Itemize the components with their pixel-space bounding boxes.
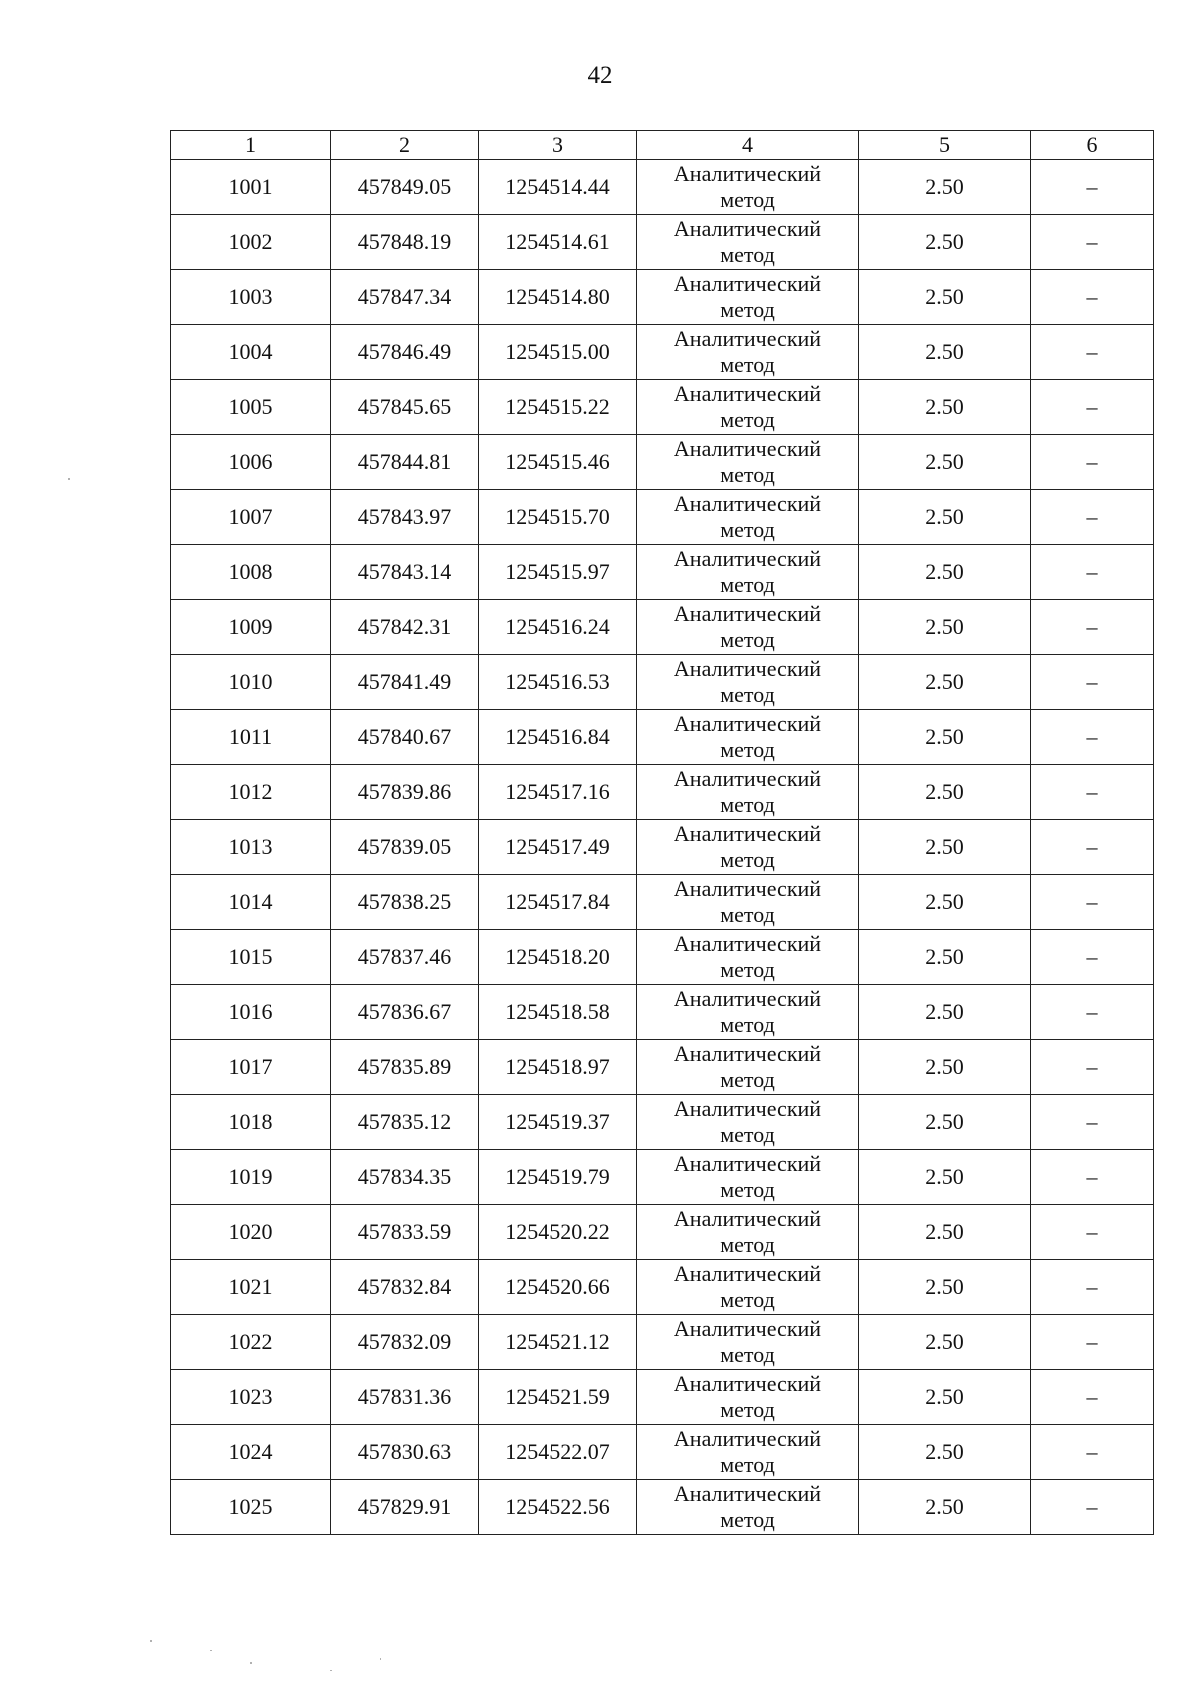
point-number-cell: 1017 [171, 1040, 331, 1095]
error-cell: 2.50 [859, 1370, 1031, 1425]
error-cell: 2.50 [859, 1315, 1031, 1370]
table-row [171, 1205, 1154, 1260]
point-number-cell: 1007 [171, 490, 331, 545]
note-cell: – [1031, 270, 1154, 325]
point-number-cell: 1003 [171, 270, 331, 325]
method-cell [637, 215, 859, 270]
method-line-2: метод [720, 1287, 775, 1312]
method-line-2: метод [720, 1232, 775, 1257]
x-coordinate-cell: 457833.59 [331, 1205, 479, 1260]
method-cell [637, 1480, 859, 1535]
method-line-1: Аналитический [673, 931, 822, 956]
table-row [171, 435, 1154, 490]
error-cell: 2.50 [859, 600, 1031, 655]
x-coordinate-cell: 457846.49 [331, 325, 479, 380]
note-cell: – [1031, 160, 1154, 215]
method-line-2: метод [720, 1342, 775, 1367]
point-number-cell: 1015 [171, 930, 331, 985]
table-row [171, 765, 1154, 820]
method-line-1: Аналитический [673, 1206, 822, 1231]
method-line-2: метод [720, 242, 775, 267]
error-cell: 2.50 [859, 710, 1031, 765]
note-cell: – [1031, 1150, 1154, 1205]
method-cell [637, 1150, 859, 1205]
point-number-cell: 1021 [171, 1260, 331, 1315]
x-coordinate-cell: 457831.36 [331, 1370, 479, 1425]
note-cell: – [1031, 1480, 1154, 1535]
x-coordinate-cell: 457837.46 [331, 930, 479, 985]
method-cell [637, 710, 859, 765]
table-row [171, 1150, 1154, 1205]
table-row [171, 270, 1154, 325]
note-cell: – [1031, 1315, 1154, 1370]
table-row [171, 1095, 1154, 1150]
point-number-cell: 1023 [171, 1370, 331, 1425]
scan-speck [250, 1662, 252, 1664]
note-cell: – [1031, 710, 1154, 765]
y-coordinate-cell: 1254514.44 [479, 160, 637, 215]
table-header-row [171, 131, 1154, 160]
method-line-2: метод [720, 517, 775, 542]
y-coordinate-cell: 1254515.22 [479, 380, 637, 435]
method-line-2: метод [720, 1012, 775, 1037]
note-cell: – [1031, 1370, 1154, 1425]
method-cell [637, 600, 859, 655]
method-cell [637, 545, 859, 600]
table-row [171, 215, 1154, 270]
point-number-cell: 1025 [171, 1480, 331, 1535]
note-cell: – [1031, 1095, 1154, 1150]
note-cell: – [1031, 435, 1154, 490]
note-cell: – [1031, 380, 1154, 435]
point-number-cell: 1013 [171, 820, 331, 875]
method-line-1: Аналитический [673, 1041, 822, 1066]
y-coordinate-cell: 1254515.00 [479, 325, 637, 380]
y-coordinate-cell: 1254516.53 [479, 655, 637, 710]
method-line-1: Аналитический [673, 766, 822, 791]
point-number-cell: 1012 [171, 765, 331, 820]
x-coordinate-cell: 457841.49 [331, 655, 479, 710]
y-coordinate-cell: 1254522.56 [479, 1480, 637, 1535]
method-cell [637, 1315, 859, 1370]
table-row [171, 490, 1154, 545]
y-coordinate-cell: 1254515.46 [479, 435, 637, 490]
note-cell: – [1031, 655, 1154, 710]
method-line-2: метод [720, 1122, 775, 1147]
error-cell: 2.50 [859, 435, 1031, 490]
error-cell: 2.50 [859, 820, 1031, 875]
table-row [171, 875, 1154, 930]
x-coordinate-cell: 457832.09 [331, 1315, 479, 1370]
method-line-2: метод [720, 737, 775, 762]
y-coordinate-cell: 1254518.58 [479, 985, 637, 1040]
table-row [171, 1370, 1154, 1425]
note-cell: – [1031, 985, 1154, 1040]
y-coordinate-cell: 1254515.97 [479, 545, 637, 600]
error-cell: 2.50 [859, 985, 1031, 1040]
method-cell [637, 1370, 859, 1425]
method-line-1: Аналитический [673, 326, 822, 351]
point-number-cell: 1016 [171, 985, 331, 1040]
method-line-2: метод [720, 1177, 775, 1202]
method-cell [637, 380, 859, 435]
method-line-1: Аналитический [673, 656, 822, 681]
point-number-cell: 1019 [171, 1150, 331, 1205]
method-line-2: метод [720, 352, 775, 377]
table-row [171, 985, 1154, 1040]
method-line-1: Аналитический [673, 711, 822, 736]
method-line-1: Аналитический [673, 1151, 822, 1176]
y-coordinate-cell: 1254520.22 [479, 1205, 637, 1260]
method-line-2: метод [720, 1067, 775, 1092]
y-coordinate-cell: 1254520.66 [479, 1260, 637, 1315]
table-row [171, 325, 1154, 380]
x-coordinate-cell: 457839.86 [331, 765, 479, 820]
y-coordinate-cell: 1254514.61 [479, 215, 637, 270]
method-cell [637, 1205, 859, 1260]
error-cell: 2.50 [859, 655, 1031, 710]
note-cell: – [1031, 1205, 1154, 1260]
table-row [171, 710, 1154, 765]
method-line-2: метод [720, 1397, 775, 1422]
x-coordinate-cell: 457830.63 [331, 1425, 479, 1480]
y-coordinate-cell: 1254518.20 [479, 930, 637, 985]
method-line-1: Аналитический [673, 1426, 822, 1451]
method-cell [637, 820, 859, 875]
point-number-cell: 1011 [171, 710, 331, 765]
note-cell: – [1031, 215, 1154, 270]
method-line-1: Аналитический [673, 546, 822, 571]
scan-speck [150, 1640, 152, 1642]
x-coordinate-cell: 457829.91 [331, 1480, 479, 1535]
x-coordinate-cell: 457832.84 [331, 1260, 479, 1315]
note-cell: – [1031, 545, 1154, 600]
method-cell [637, 490, 859, 545]
point-number-cell: 1005 [171, 380, 331, 435]
point-number-cell: 1006 [171, 435, 331, 490]
y-coordinate-cell: 1254517.84 [479, 875, 637, 930]
table-row [171, 820, 1154, 875]
scan-speck [380, 1658, 381, 1660]
x-coordinate-cell: 457845.65 [331, 380, 479, 435]
error-cell: 2.50 [859, 1205, 1031, 1260]
x-coordinate-cell: 457838.25 [331, 875, 479, 930]
method-cell [637, 985, 859, 1040]
method-cell [637, 1040, 859, 1095]
column-header-5: 5 [859, 131, 1031, 160]
method-line-2: метод [720, 847, 775, 872]
table-row [171, 1425, 1154, 1480]
method-line-2: метод [720, 902, 775, 927]
table-row [171, 380, 1154, 435]
y-coordinate-cell: 1254518.97 [479, 1040, 637, 1095]
table-row [171, 600, 1154, 655]
coordinates-table [170, 130, 1154, 1535]
method-line-2: метод [720, 1452, 775, 1477]
method-cell [637, 765, 859, 820]
x-coordinate-cell: 457844.81 [331, 435, 479, 490]
table-row [171, 1260, 1154, 1315]
column-header-2: 2 [331, 131, 479, 160]
note-cell: – [1031, 1425, 1154, 1480]
table-row [171, 160, 1154, 215]
y-coordinate-cell: 1254519.79 [479, 1150, 637, 1205]
error-cell: 2.50 [859, 1260, 1031, 1315]
method-cell [637, 1425, 859, 1480]
method-cell [637, 270, 859, 325]
column-header-1: 1 [171, 131, 331, 160]
error-cell: 2.50 [859, 1095, 1031, 1150]
method-line-1: Аналитический [673, 986, 822, 1011]
x-coordinate-cell: 457839.05 [331, 820, 479, 875]
error-cell: 2.50 [859, 490, 1031, 545]
y-coordinate-cell: 1254521.59 [479, 1370, 637, 1425]
method-cell [637, 325, 859, 380]
method-cell [637, 1260, 859, 1315]
method-cell [637, 655, 859, 710]
x-coordinate-cell: 457840.67 [331, 710, 479, 765]
error-cell: 2.50 [859, 545, 1031, 600]
y-coordinate-cell: 1254516.24 [479, 600, 637, 655]
method-line-2: метод [720, 627, 775, 652]
error-cell: 2.50 [859, 160, 1031, 215]
note-cell: – [1031, 820, 1154, 875]
page-number: 42 [587, 62, 613, 89]
note-cell: – [1031, 490, 1154, 545]
method-line-2: метод [720, 792, 775, 817]
method-line-1: Аналитический [673, 1096, 822, 1121]
point-number-cell: 1010 [171, 655, 331, 710]
error-cell: 2.50 [859, 1150, 1031, 1205]
method-line-1: Аналитический [673, 216, 822, 241]
note-cell: – [1031, 325, 1154, 380]
point-number-cell: 1022 [171, 1315, 331, 1370]
table-row [171, 545, 1154, 600]
y-coordinate-cell: 1254517.16 [479, 765, 637, 820]
x-coordinate-cell: 457842.31 [331, 600, 479, 655]
method-line-1: Аналитический [673, 1261, 822, 1286]
error-cell: 2.50 [859, 380, 1031, 435]
y-coordinate-cell: 1254514.80 [479, 270, 637, 325]
x-coordinate-cell: 457834.35 [331, 1150, 479, 1205]
error-cell: 2.50 [859, 1040, 1031, 1095]
note-cell: – [1031, 1260, 1154, 1315]
method-line-1: Аналитический [673, 381, 822, 406]
y-coordinate-cell: 1254516.84 [479, 710, 637, 765]
scan-speck [330, 1670, 332, 1671]
y-coordinate-cell: 1254519.37 [479, 1095, 637, 1150]
error-cell: 2.50 [859, 875, 1031, 930]
table-row [171, 655, 1154, 710]
error-cell: 2.50 [859, 1425, 1031, 1480]
method-cell [637, 160, 859, 215]
error-cell: 2.50 [859, 765, 1031, 820]
point-number-cell: 1002 [171, 215, 331, 270]
column-header-3: 3 [479, 131, 637, 160]
table-row [171, 1480, 1154, 1535]
scan-speck [68, 478, 70, 480]
method-line-1: Аналитический [673, 1316, 822, 1341]
note-cell: – [1031, 600, 1154, 655]
method-line-1: Аналитический [673, 1371, 822, 1396]
method-line-1: Аналитический [673, 1481, 822, 1506]
method-line-2: метод [720, 572, 775, 597]
error-cell: 2.50 [859, 215, 1031, 270]
error-cell: 2.50 [859, 1480, 1031, 1535]
error-cell: 2.50 [859, 270, 1031, 325]
point-number-cell: 1004 [171, 325, 331, 380]
error-cell: 2.50 [859, 325, 1031, 380]
y-coordinate-cell: 1254515.70 [479, 490, 637, 545]
method-line-2: метод [720, 682, 775, 707]
point-number-cell: 1018 [171, 1095, 331, 1150]
method-cell [637, 875, 859, 930]
method-line-1: Аналитический [673, 601, 822, 626]
x-coordinate-cell: 457835.12 [331, 1095, 479, 1150]
x-coordinate-cell: 457847.34 [331, 270, 479, 325]
point-number-cell: 1009 [171, 600, 331, 655]
x-coordinate-cell: 457843.14 [331, 545, 479, 600]
x-coordinate-cell: 457836.67 [331, 985, 479, 1040]
x-coordinate-cell: 457849.05 [331, 160, 479, 215]
y-coordinate-cell: 1254521.12 [479, 1315, 637, 1370]
table-row [171, 1315, 1154, 1370]
column-header-4: 4 [637, 131, 859, 160]
method-line-2: метод [720, 407, 775, 432]
x-coordinate-cell: 457843.97 [331, 490, 479, 545]
method-line-1: Аналитический [673, 161, 822, 186]
table-body [171, 160, 1154, 1535]
scan-speck [210, 1650, 212, 1651]
note-cell: – [1031, 875, 1154, 930]
column-header-6: 6 [1031, 131, 1154, 160]
y-coordinate-cell: 1254522.07 [479, 1425, 637, 1480]
x-coordinate-cell: 457835.89 [331, 1040, 479, 1095]
method-line-1: Аналитический [673, 491, 822, 516]
method-line-2: метод [720, 957, 775, 982]
y-coordinate-cell: 1254517.49 [479, 820, 637, 875]
method-cell [637, 930, 859, 985]
method-line-2: метод [720, 187, 775, 212]
point-number-cell: 1008 [171, 545, 331, 600]
method-line-1: Аналитический [673, 821, 822, 846]
note-cell: – [1031, 765, 1154, 820]
point-number-cell: 1001 [171, 160, 331, 215]
method-cell [637, 435, 859, 490]
method-line-2: метод [720, 462, 775, 487]
point-number-cell: 1024 [171, 1425, 331, 1480]
method-line-2: метод [720, 297, 775, 322]
method-line-1: Аналитический [673, 271, 822, 296]
method-cell [637, 1095, 859, 1150]
note-cell: – [1031, 930, 1154, 985]
x-coordinate-cell: 457848.19 [331, 215, 479, 270]
note-cell: – [1031, 1040, 1154, 1095]
method-line-1: Аналитический [673, 876, 822, 901]
table-row [171, 930, 1154, 985]
table-row [171, 1040, 1154, 1095]
method-line-2: метод [720, 1507, 775, 1532]
method-line-1: Аналитический [673, 436, 822, 461]
error-cell: 2.50 [859, 930, 1031, 985]
point-number-cell: 1020 [171, 1205, 331, 1260]
point-number-cell: 1014 [171, 875, 331, 930]
